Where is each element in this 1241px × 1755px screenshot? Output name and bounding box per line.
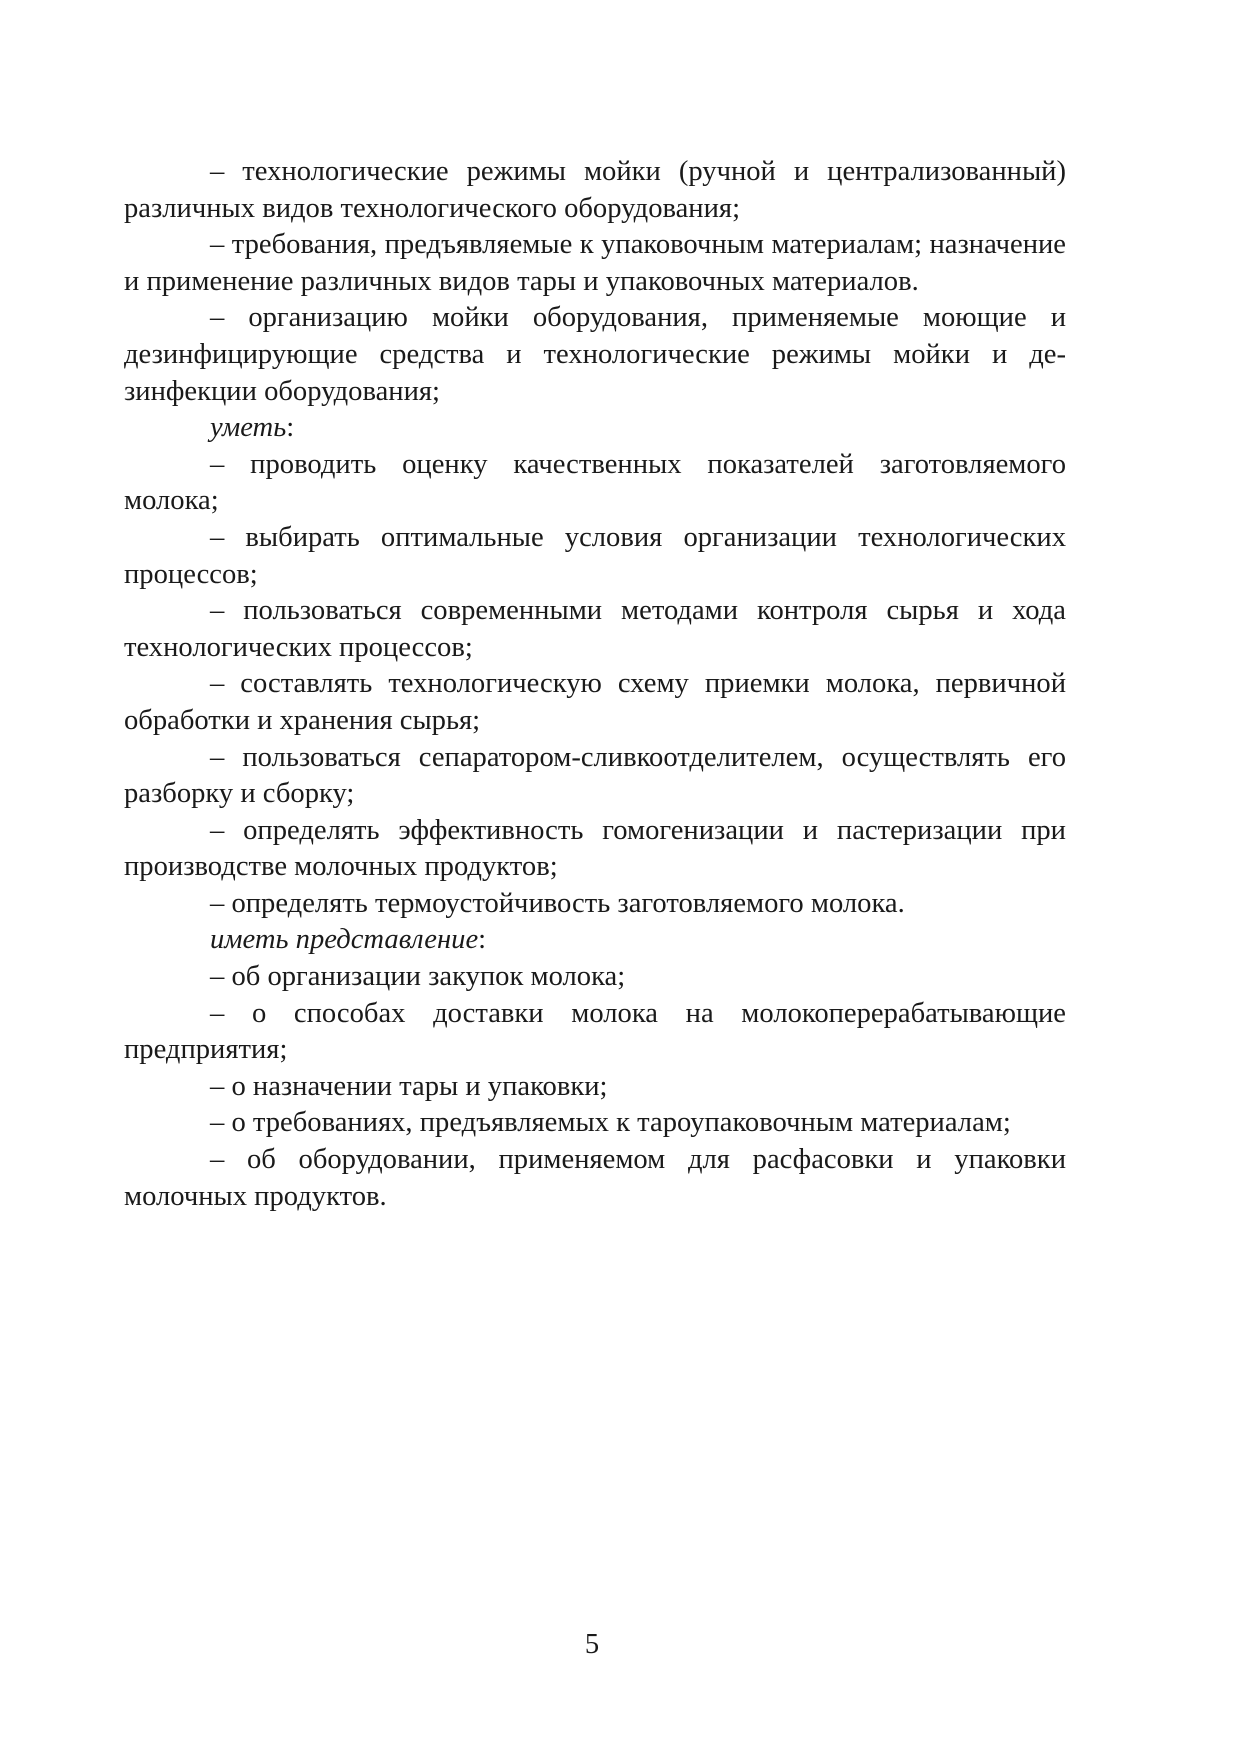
list-item: – технологические режимы мойки (ручной и централизованный) различных видов технологического оборудования; xyxy=(124,156,1066,224)
list-item: – об организации закупок молока; xyxy=(210,961,626,993)
section-label-concepts xyxy=(124,922,1066,959)
list-item: – о назначении тары и упаковки; xyxy=(210,1070,608,1102)
section-label-colon: : xyxy=(286,412,295,444)
list-item: – о требованиях, предъявляемых к тароупаковочным материалам; xyxy=(210,1107,1011,1139)
list-item: – пользоваться современными методами контроля сырья и хода технологических процессов; xyxy=(124,595,1066,663)
page-text xyxy=(124,154,1066,1215)
list-item: – требования, предъявляемые к упаковочным материалам; назначение и применение различных видов тары и упаковочных материалов. xyxy=(124,229,1066,297)
section-label-colon: : xyxy=(478,924,487,956)
list-item: – составлять технологическую схему приемки молока, первичной обработки и хранения сырья; xyxy=(124,668,1066,736)
list-item: – определять эффективность гомогенизации и пастеризации при производстве молочных продуктов; xyxy=(124,814,1066,883)
list-item: – о способах доставки молока на молокоперерабатывающие предприятия; xyxy=(124,997,1066,1066)
list-item: – пользоваться сепаратором-сливкоотделителем, осуществлять его разборку и сборку; xyxy=(124,741,1066,810)
list-item: – организацию мойки оборудования, применяемые моющие и дезинфицирующие средства и технологические режимы мойки и дезинфекции оборудования; xyxy=(124,302,1066,407)
list-item: – проводить оценку качественных показателей заготовляемого молока; xyxy=(124,448,1066,517)
section-label-concepts-text: иметь представление xyxy=(210,924,479,956)
list-item: – об оборудовании, применяемом для расфасовки и упаковки молочных продуктов. xyxy=(124,1144,1066,1212)
page-number: 5 xyxy=(584,1629,600,1660)
list-item: – выбирать оптимальные условия организации технологических процессов; xyxy=(124,521,1066,590)
list-item: – определять термоустойчивость заготовляемого молока. xyxy=(210,887,905,919)
section-label-skills xyxy=(124,410,1066,447)
section-label-skills-text: уметь xyxy=(210,412,287,444)
